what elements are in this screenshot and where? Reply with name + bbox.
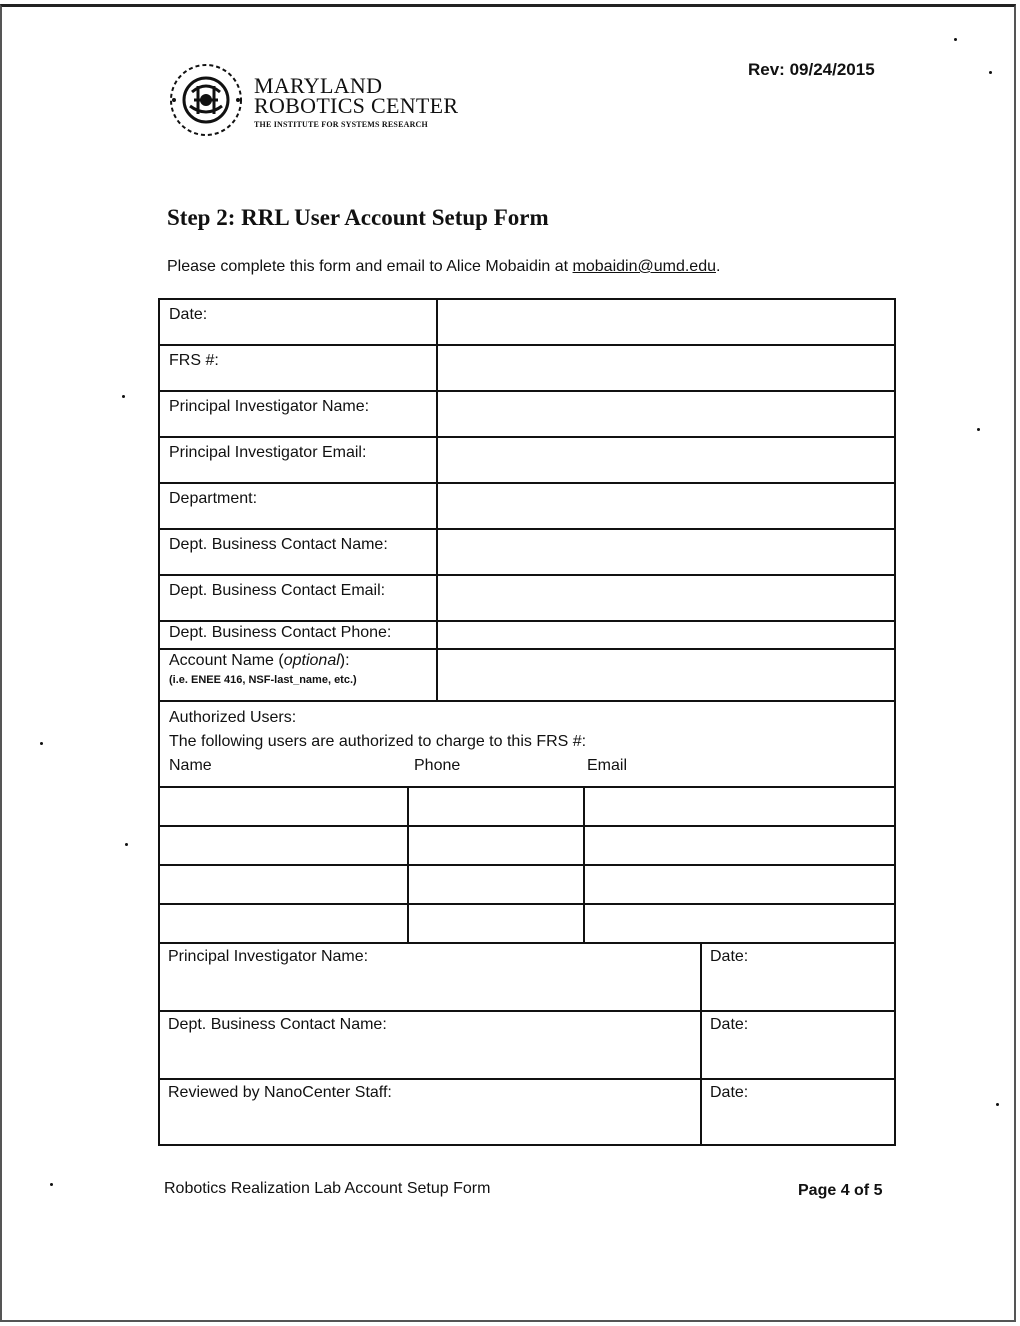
column-header-email: Email (587, 757, 628, 774)
instructions: Please complete this form and email to Alice Mobaidin at mobaidin@umd.edu. (167, 258, 721, 275)
field-label: Dept. Business Contact Email: (160, 576, 438, 620)
field-row-business-contact-name (158, 528, 896, 574)
account-name-hint: (i.e. ENEE 416, NSF-last_name, etc.) (169, 674, 357, 686)
business-contact-name-input[interactable] (438, 530, 894, 574)
field-label: Dept. Business Contact Phone: (160, 622, 438, 648)
user-email-input[interactable] (585, 827, 894, 864)
user-name-input[interactable] (160, 827, 409, 864)
column-header-name: Name (169, 757, 212, 774)
field-row-business-contact-phone (158, 620, 896, 648)
field-row-date (158, 298, 896, 344)
user-phone-input[interactable] (409, 788, 585, 825)
pi-signature-date[interactable]: Date: (710, 948, 749, 965)
reviewer-signature-field[interactable]: Reviewed by NanoCenter Staff: (160, 1080, 702, 1144)
signature-row-pi (158, 942, 896, 1010)
business-contact-signature-field[interactable]: Dept. Business Contact Name: (160, 1012, 702, 1078)
scan-speck (954, 38, 957, 41)
user-name-input[interactable] (160, 788, 409, 825)
signature-row-reviewer (158, 1078, 896, 1146)
authorized-users-section (158, 700, 896, 786)
reviewer-signature-date[interactable]: Date: (710, 1084, 749, 1101)
department-input[interactable] (438, 484, 894, 528)
field-label: Date: (160, 300, 438, 344)
scan-speck (977, 428, 980, 431)
user-name-input[interactable] (160, 905, 409, 942)
authorized-users-columns (169, 754, 885, 778)
date-input[interactable] (438, 300, 894, 344)
maryland-robotics-center-logo (168, 62, 468, 140)
business-contact-phone-input[interactable] (438, 622, 894, 648)
instructions-text: Please complete this form and email to Alice Mobaidin at (167, 258, 573, 275)
scan-speck (50, 1183, 53, 1186)
frs-input[interactable] (438, 346, 894, 390)
field-label: Principal Investigator Name: (160, 392, 438, 436)
user-name-input[interactable] (160, 866, 409, 903)
business-contact-signature-date[interactable]: Date: (710, 1016, 749, 1033)
revision-date: Rev: 09/24/2015 (748, 60, 875, 79)
field-row-frs (158, 344, 896, 390)
authorized-users-description: The following users are authorized to charge to this FRS #: (169, 733, 587, 750)
authorized-users-heading: Authorized Users: (169, 709, 297, 726)
field-row-pi-email (158, 436, 896, 482)
scan-speck (125, 843, 128, 846)
user-phone-input[interactable] (409, 905, 585, 942)
column-header-phone: Phone (414, 757, 461, 774)
field-row-account-name (158, 648, 896, 700)
authorized-user-row (158, 864, 896, 903)
field-row-business-contact-email (158, 574, 896, 620)
field-label: FRS #: (160, 346, 438, 390)
logo-tagline: THE INSTITUTE FOR SYSTEMS RESEARCH (254, 120, 428, 129)
authorized-user-row (158, 825, 896, 864)
authorized-user-row (158, 903, 896, 942)
logo-line-2: ROBOTICS CENTER (254, 93, 459, 118)
logo-line-1: MARYLAND (254, 73, 383, 98)
email-link[interactable]: mobaidin@umd.edu (572, 258, 716, 275)
field-label: Account Name (optional): (i.e. ENEE 416, NSF-last_name, etc.) (160, 650, 438, 700)
authorized-user-row (158, 786, 896, 825)
account-name-input[interactable] (438, 650, 894, 700)
pi-name-input[interactable] (438, 392, 894, 436)
pi-signature-field[interactable]: Principal Investigator Name: (160, 944, 702, 1010)
user-phone-input[interactable] (409, 866, 585, 903)
scan-speck (996, 1103, 999, 1106)
user-email-input[interactable] (585, 905, 894, 942)
field-label: Department: (160, 484, 438, 528)
university-seal-icon (168, 62, 244, 138)
pi-email-input[interactable] (438, 438, 894, 482)
field-label: Principal Investigator Email: (160, 438, 438, 482)
user-email-input[interactable] (585, 788, 894, 825)
account-setup-form (158, 298, 896, 1146)
scan-speck (122, 395, 125, 398)
page-title: Step 2: RRL User Account Setup Form (167, 205, 549, 230)
footer-form-name: Robotics Realization Lab Account Setup Form (164, 1180, 491, 1197)
scan-speck (989, 71, 992, 74)
business-contact-email-input[interactable] (438, 576, 894, 620)
page-number: Page 4 of 5 (798, 1182, 883, 1199)
field-label: Dept. Business Contact Name: (160, 530, 438, 574)
user-email-input[interactable] (585, 866, 894, 903)
user-phone-input[interactable] (409, 827, 585, 864)
scan-speck (40, 742, 43, 745)
field-row-department (158, 482, 896, 528)
field-row-pi-name (158, 390, 896, 436)
signature-row-business-contact (158, 1010, 896, 1078)
